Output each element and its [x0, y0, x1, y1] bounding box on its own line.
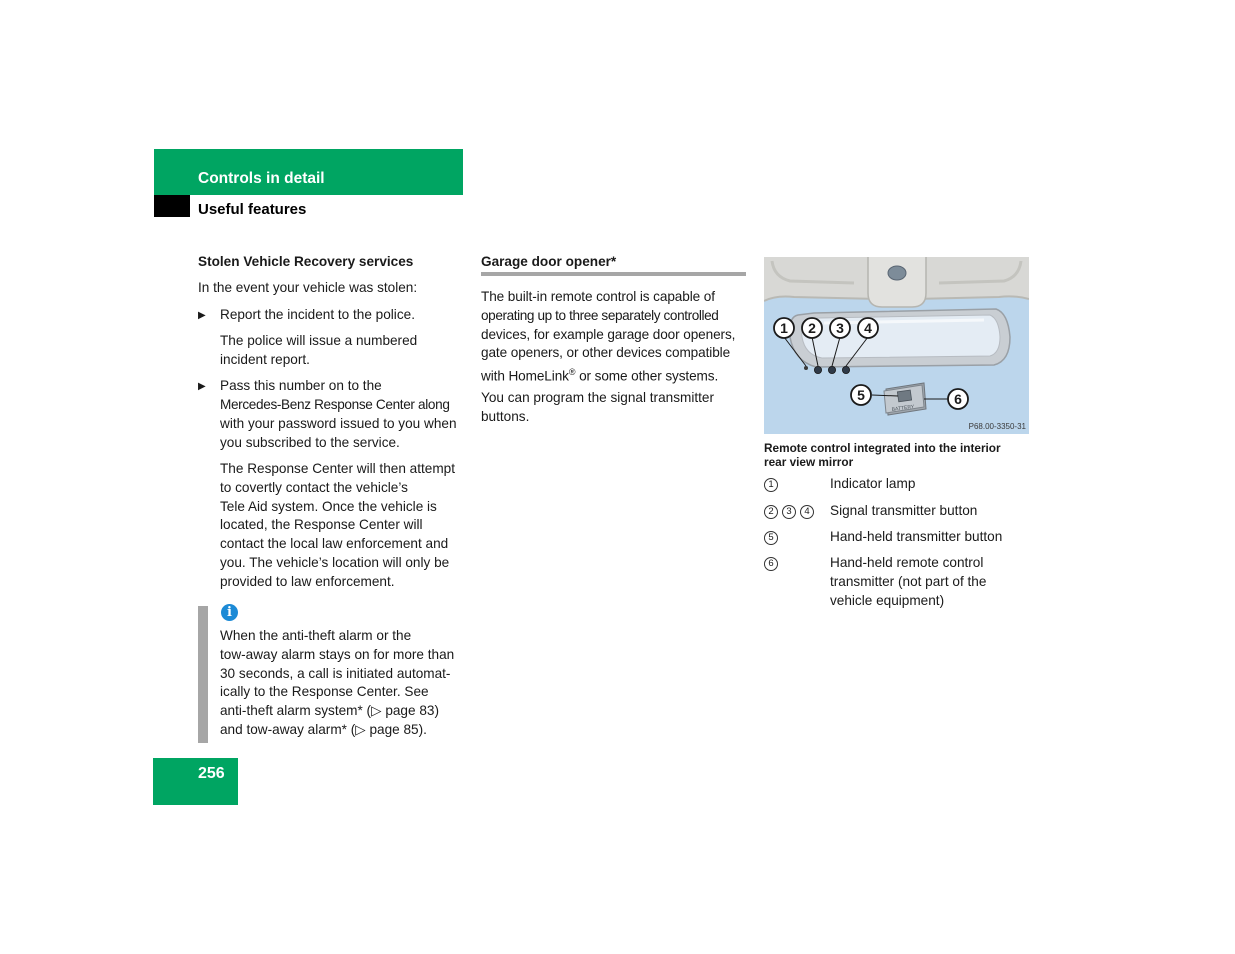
intro-text: In the event your vehicle was stolen: [198, 280, 418, 295]
info-side-bar [198, 606, 208, 743]
callout-1: 1 [780, 320, 788, 336]
caption-line: rear view mirror [764, 455, 854, 469]
info-line: 30 seconds, a call is initiated automat- [220, 665, 451, 681]
header-marker [154, 195, 190, 217]
legend-number: 1 [764, 478, 778, 492]
result-line: you. The vehicle’s location will only be [220, 554, 450, 570]
para-line: operating up to three separately controlled [481, 307, 719, 323]
legend-text: Hand-held transmitter button [830, 529, 1003, 544]
para-line-tail: or some other systems. [575, 368, 719, 384]
page-number: 256 [198, 765, 225, 782]
legend-nums [764, 502, 818, 521]
step-bullet-icon: ▶ [198, 381, 206, 392]
result-line: contact the local law enforcement and [220, 536, 449, 552]
step-1-result-line: The police will issue a numbered [220, 333, 418, 348]
info-line: When the anti-theft alarm or the [220, 628, 412, 643]
step-2-line: you subscribed to the service. [220, 435, 400, 450]
step-2-line: Mercedes-Benz Response Center along [220, 397, 450, 412]
legend-text [830, 554, 986, 610]
result-line: to covertly contact the vehicle’s [220, 479, 408, 495]
registered-mark: ® [568, 367, 576, 378]
stolen-vehicle-heading: Stolen Vehicle Recovery services [198, 254, 414, 269]
para-line: devices, for example garage door openers, [481, 326, 736, 342]
legend-text: Signal transmitter button [830, 503, 978, 518]
step-2-result [220, 460, 455, 592]
info-icon: i [221, 604, 238, 621]
caption-line: Remote control integrated into the interior [764, 441, 1001, 455]
callout-4: 4 [864, 320, 872, 336]
legend-nums [764, 528, 782, 547]
legend-text: Indicator lamp [830, 476, 916, 491]
legend-line: vehicle equipment) [830, 592, 945, 608]
rear-view-mirror-illustration [764, 257, 1029, 434]
device-label: BATTERY [891, 403, 915, 413]
legend-line: Hand-held remote control [830, 555, 984, 570]
legend-nums [764, 475, 782, 494]
callout-5: 5 [857, 387, 865, 403]
result-line: located, the Response Center will [220, 517, 423, 533]
para-line: The built-in remote control is capable of [481, 289, 715, 304]
para-line: gate openers, or other devices compatible [481, 345, 731, 361]
info-line: and tow-away alarm* (▷ page 85). [220, 721, 427, 737]
legend-number: 3 [782, 505, 796, 519]
legend-nums [764, 554, 782, 573]
step-1: Report the incident to the police. [220, 307, 415, 322]
legend-number: 4 [800, 505, 814, 519]
heading-rule [481, 272, 746, 276]
info-line: tow-away alarm stays on for more than [220, 646, 455, 662]
result-line: The Response Center will then attempt [220, 461, 455, 476]
figure-caption [764, 441, 1001, 469]
callout-2: 2 [808, 320, 816, 336]
mirror-figure [764, 257, 1029, 434]
step-bullet-icon: ▶ [198, 310, 206, 321]
legend-number: 6 [764, 557, 778, 571]
garage-door-heading: Garage door opener* [481, 254, 617, 269]
info-line: ically to the Response Center. See [220, 684, 429, 700]
para-line [481, 363, 735, 386]
para-line: You can program the signal transmitter [481, 390, 714, 405]
legend-number: 5 [764, 531, 778, 545]
step-2-line: Pass this number on to the [220, 378, 382, 393]
para-line: buttons. [481, 408, 530, 424]
garage-para-1 [481, 288, 735, 387]
result-line: provided to law enforcement. [220, 573, 395, 589]
info-note [220, 627, 454, 740]
step-2-line: with your password issued to you when [220, 416, 457, 431]
legend-line: transmitter (not part of the [830, 573, 987, 589]
callout-3: 3 [836, 320, 844, 336]
page-number-box [153, 758, 238, 805]
callout-6: 6 [954, 391, 962, 407]
figure-code: P68.00-3350-31 [968, 422, 1026, 431]
section-title: Controls in detail [198, 170, 325, 187]
info-line: anti-theft alarm system* (▷ page 83) [220, 703, 439, 719]
step-1-result-line: incident report. [220, 352, 310, 367]
legend-number: 2 [764, 505, 778, 519]
garage-para-2 [481, 389, 714, 427]
subsection-title: Useful features [198, 201, 307, 218]
homelink-text: with HomeLink [481, 368, 569, 384]
result-line: Tele Aid system. Once the vehicle is [220, 498, 437, 514]
